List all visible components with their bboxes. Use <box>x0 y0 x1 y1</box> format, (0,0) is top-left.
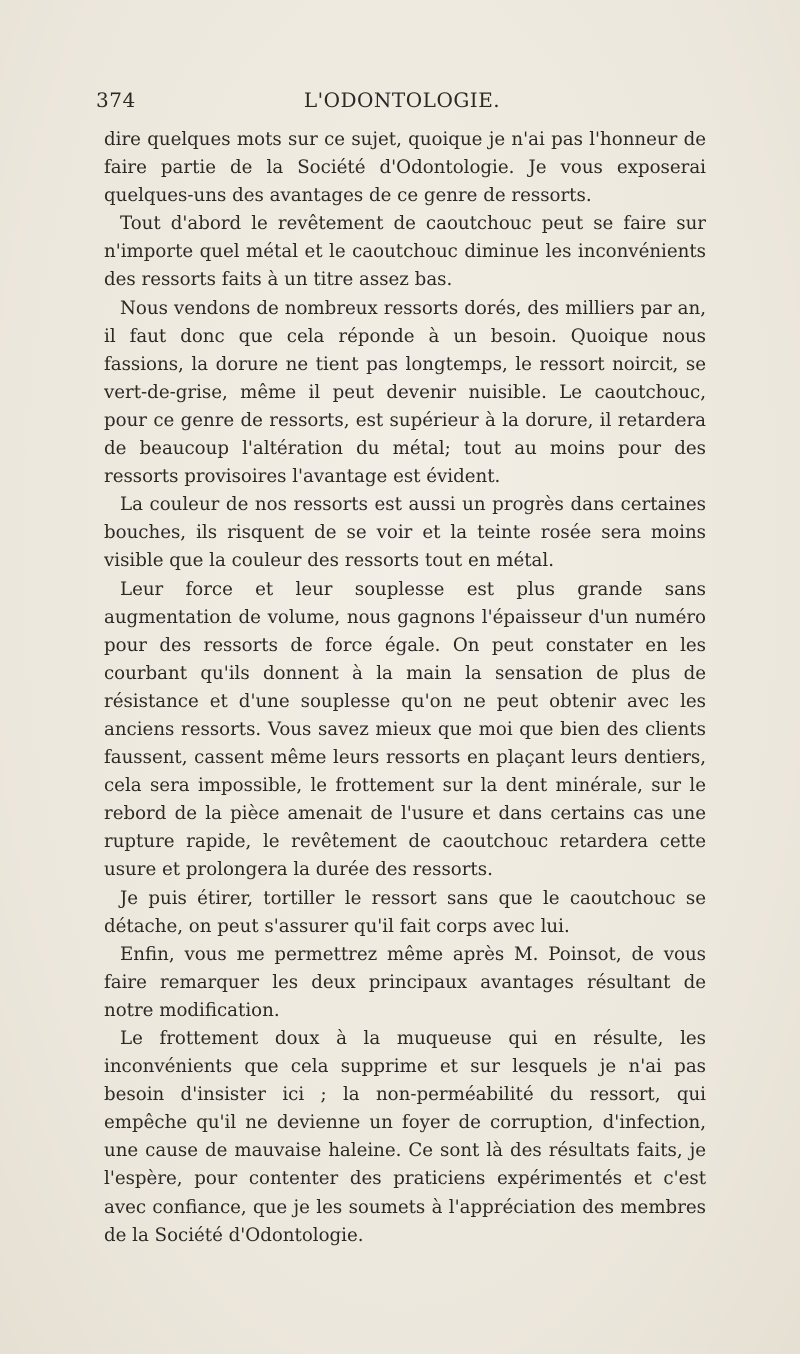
paragraph: Nous vendons de nombreux ressorts dorés, des milliers par an, il faut donc que cela réponde à un besoin. Quoique nous fassions, la dorure ne tient pas longtemps, le ressort noircit, se vert-de-grise, même il peut devenir nuisible. Le caoutchouc, pour ce genre de ressorts, est supérieur à la dorure, il retardera de beaucoup l'altération du métal; tout au moins pour des ressorts provisoires l'avantage est évident. <box>104 297 706 488</box>
body-text <box>104 126 706 1250</box>
page-header <box>96 88 708 118</box>
page-number: 374 <box>96 88 136 112</box>
paragraph: dire quelques mots sur ce sujet, quoique je n'ai pas l'honneur de faire partie de la Société d'Odontologie. Je vous exposerai quelques-uns des avantages de ce genre de ressorts. <box>104 129 706 207</box>
paragraph: Je puis étirer, tortiller le ressort sans que le caoutchouc se détache, on peut s'assurer qu'il fait corps avec lui. <box>104 887 706 937</box>
paragraph: Enfin, vous me permettrez même après M. Poinsot, de vous faire remarquer les deux principaux avantages résultant de notre modification. <box>104 943 706 1021</box>
paragraph: La couleur de nos ressorts est aussi un progrès dans certaines bouches, ils risquent de se voir et la teinte rosée sera moins visible que la couleur des ressorts tout en métal. <box>104 494 706 572</box>
paragraph: Tout d'abord le revêtement de caoutchouc peut se faire sur n'importe quel métal et le caoutchouc diminue les inconvénients des ressorts faits à un titre assez bas. <box>104 213 706 291</box>
running-title: L'ODONTOLOGIE. <box>303 88 501 112</box>
paragraph: Leur force et leur souplesse est plus grande sans augmentation de volume, nous gagnons l'épaisseur d'un numéro pour des ressorts de force égale. On peut constater en les courbant qu'ils donnent à la main la sensation de plus de résistance et d'une souplesse qu'on ne peut obtenir avec les anciens ressorts. Vous savez mieux que moi que bien des clients faussent, cassent même leurs ressorts en plaçant leurs dentiers, cela sera impossible, le frottement sur la dent minérale, sur le rebord de la pièce amenait de l'usure et dans certains cas une rupture rapide, le revêtement de caoutchouc retardera cette usure et prolongera la durée des ressorts. <box>104 578 706 881</box>
paragraph: Le frottement doux à la muqueuse qui en résulte, les inconvénients que cela supprime et sur lesquels je n'ai pas besoin d'insister ici ; la non-perméabilité du ressort, qui empêche qu'il ne devienne un foyer de corruption, d'infection, une cause de mauvaise haleine. Ce sont là des résultats faits, je l'espère, pour contenter des praticiens expérimentés et c'est avec confiance, que je les soumets à l'appréciation des membres de la Société d'Odontologie. <box>104 1028 706 1246</box>
